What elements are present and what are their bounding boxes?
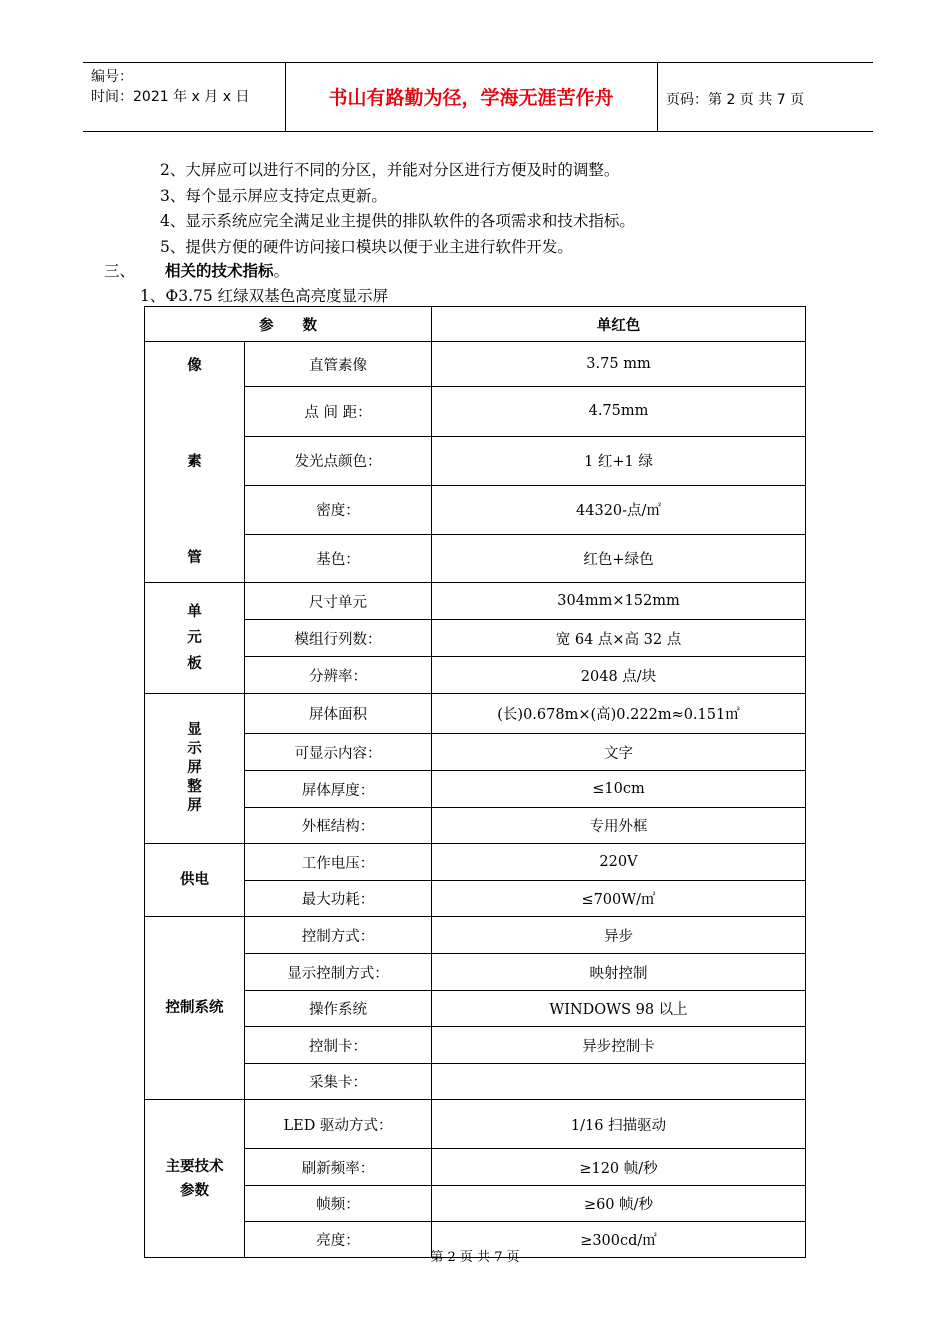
group-label-text: 像 素 管: [187, 358, 202, 566]
param-cell: 密度：: [245, 485, 432, 534]
group-label-text: 单 元 板: [187, 604, 202, 672]
value-cell: 异步: [432, 917, 806, 954]
value-cell: 文字: [432, 734, 806, 771]
header-meta: [91, 67, 249, 107]
value-cell: 4.75mm: [432, 387, 806, 436]
table-row: [145, 694, 806, 734]
body-line: 3、每个显示屏应支持定点更新。: [160, 187, 387, 205]
row-group-label: [145, 583, 245, 694]
param-cell: 尺寸单元: [245, 583, 432, 620]
param-cell: 控制卡：: [245, 1027, 432, 1064]
value-cell: ≥60 帧/秒: [432, 1186, 806, 1222]
value-cell: ≤10cm: [432, 771, 806, 808]
param-cell: 屏体厚度：: [245, 771, 432, 808]
value-cell: 2048 点/块: [432, 657, 806, 694]
header-time-label: 时间：2021 年 x 月 x 日: [91, 89, 250, 105]
table-row: [145, 917, 806, 954]
table-row: [145, 583, 806, 620]
value-cell: 1 红+1 绿: [432, 436, 806, 485]
value-cell: 1/16 扫描驱动: [432, 1100, 806, 1149]
table-row: [145, 1100, 806, 1149]
param-cell: 基色：: [245, 535, 432, 583]
param-cell: 分辨率：: [245, 657, 432, 694]
param-cell: 屏体面积: [245, 694, 432, 734]
row-group-label: [145, 694, 245, 844]
table-row: [145, 342, 806, 387]
section-number: 三、: [104, 262, 136, 280]
body-line: 2、大屏应可以进行不同的分区，并能对分区进行方便及时的调整。: [160, 161, 620, 179]
table-row: [145, 844, 806, 881]
value-cell: 映射控制: [432, 954, 806, 991]
param-cell: 可显示内容：: [245, 734, 432, 771]
header-number-label: 编号：: [91, 69, 133, 85]
value-cell: ≤700W/㎡: [432, 881, 806, 917]
value-cell: 异步控制卡: [432, 1027, 806, 1064]
value-cell: WINDOWS 98 以上: [432, 991, 806, 1027]
table-row: [145, 1186, 806, 1222]
table-header-value: 单红色: [432, 307, 806, 342]
value-cell: 专用外框: [432, 808, 806, 844]
section-heading: [104, 259, 289, 281]
page-footer: 第 2 页 共 7 页: [430, 1250, 520, 1265]
section-title: 相关的技术指标: [165, 262, 274, 280]
param-cell: 模组行列数：: [245, 620, 432, 657]
param-cell: 最大功耗：: [245, 881, 432, 917]
param-cell: 外框结构：: [245, 808, 432, 844]
param-cell: 控制方式：: [245, 917, 432, 954]
table-row: [145, 436, 806, 485]
table-row: [145, 1064, 806, 1100]
table-row: [145, 620, 806, 657]
table-row: [145, 387, 806, 436]
param-cell: 发光点颜色：: [245, 436, 432, 485]
table-row: [145, 771, 806, 808]
value-cell: ≥300cd/㎡: [432, 1222, 806, 1258]
param-cell: 点 间 距：: [245, 387, 432, 436]
page-header: [83, 62, 873, 132]
value-cell: 宽 64 点×高 32 点: [432, 620, 806, 657]
spec-table: [144, 306, 806, 1258]
param-cell: 采集卡：: [245, 1064, 432, 1100]
value-cell: [432, 1064, 806, 1100]
value-cell: 红色+绿色: [432, 535, 806, 583]
value-cell: 304mm×152mm: [432, 583, 806, 620]
param-cell: 帧频：: [245, 1186, 432, 1222]
header-motto: 书山有路勤为径，学海无涯苦作舟: [328, 87, 614, 109]
table-row: [145, 954, 806, 991]
row-group-label: 主要技术 参数: [145, 1100, 245, 1258]
param-cell: 刷新频率：: [245, 1149, 432, 1186]
body-line: 5、提供方便的硬件访问接口模块以便于业主进行软件开发。: [160, 238, 573, 256]
table-row: [145, 1149, 806, 1186]
header-divider: [657, 63, 658, 131]
row-group-label: 供电: [145, 844, 245, 917]
table-row: [145, 1027, 806, 1064]
param-cell: LED 驱动方式：: [245, 1100, 432, 1149]
param-cell: 工作电压：: [245, 844, 432, 881]
group-label-text: 显示屏整屏: [187, 721, 202, 814]
subsection-heading: 1、Ф3.75 红绿双基色高亮度显示屏: [140, 287, 389, 305]
table-row: [145, 881, 806, 917]
value-cell: ≥120 帧/秒: [432, 1149, 806, 1186]
section-title-suffix: 。: [273, 262, 290, 280]
value-cell: 44320-点/㎡: [432, 485, 806, 534]
body-line: 4、显示系统应完全满足业主提供的排队软件的各项需求和技术指标。: [160, 212, 635, 230]
row-group-label: 控制系统: [145, 917, 245, 1100]
table-row: [145, 808, 806, 844]
param-cell: 直管素像: [245, 342, 432, 387]
table-row: [145, 991, 806, 1027]
table-row: [145, 485, 806, 534]
row-group-label: [145, 342, 245, 583]
table-row: [145, 535, 806, 583]
table-header-param: 参 数: [145, 307, 432, 342]
param-cell: 显示控制方式：: [245, 954, 432, 991]
table-row: [145, 657, 806, 694]
table-header-row: [145, 307, 806, 342]
param-cell: 操作系统: [245, 991, 432, 1027]
param-cell: 亮度：: [245, 1222, 432, 1258]
value-cell: 3.75 mm: [432, 342, 806, 387]
table-row: [145, 734, 806, 771]
value-cell: 220V: [432, 844, 806, 881]
header-page-label: 页码：第 2 页 共 7 页: [666, 92, 805, 108]
value-cell: (长)0.678m×(高)0.222m≈0.151㎡: [432, 694, 806, 734]
